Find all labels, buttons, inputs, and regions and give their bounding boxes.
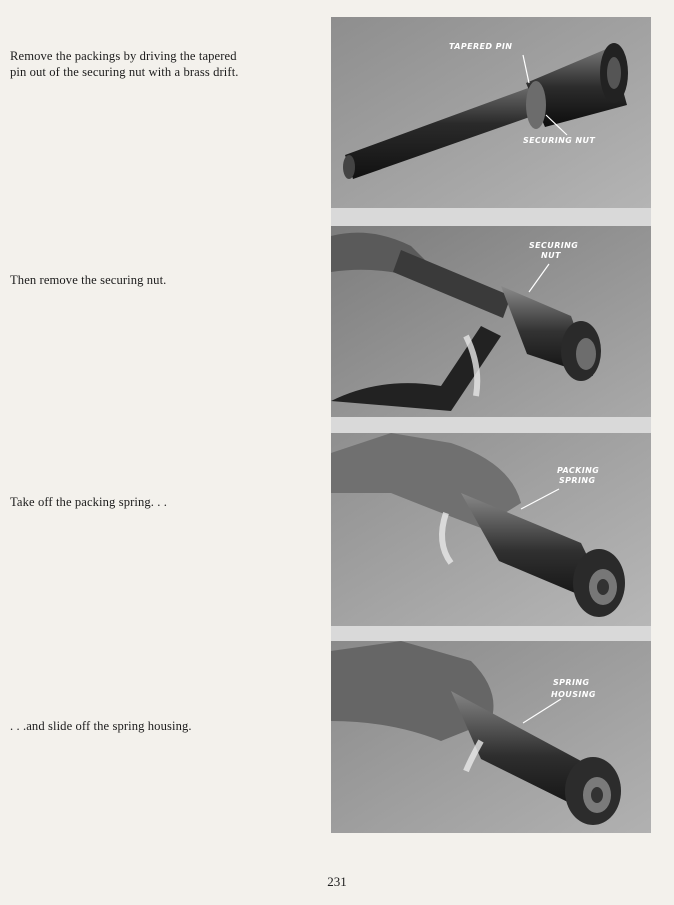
callout-securing: SECURING (529, 241, 579, 250)
caption-remove-packings (10, 48, 315, 80)
caption-remove-securing-nut: Then remove the securing nut. (10, 273, 167, 287)
page-number: 231 (327, 874, 347, 889)
caption-slide-off-spring-housing: . . .and slide off the spring housing. (10, 719, 192, 733)
callout-housing: HOUSING (551, 690, 596, 699)
callout-spring: SPRING (559, 476, 596, 485)
callout-packing: PACKING (557, 466, 600, 475)
callout-nut: NUT (541, 251, 561, 260)
photo-column (331, 17, 651, 833)
photo-securing-nut (331, 226, 651, 417)
callout-securing-nut: SECURING NUT (523, 136, 596, 145)
callout-spring: SPRING (553, 678, 590, 687)
caption-line: Remove the packings by driving the tapered (10, 49, 237, 63)
photo-spring-housing (331, 641, 651, 833)
callout-tapered-pin: TAPERED PIN (449, 42, 513, 51)
caption-take-off-packing-spring: Take off the packing spring. . . (10, 495, 168, 509)
caption-line: pin out of the securing nut with a brass drift. (10, 65, 239, 79)
photo-tapered-pin (331, 17, 651, 208)
photo-packing-spring (331, 433, 651, 626)
